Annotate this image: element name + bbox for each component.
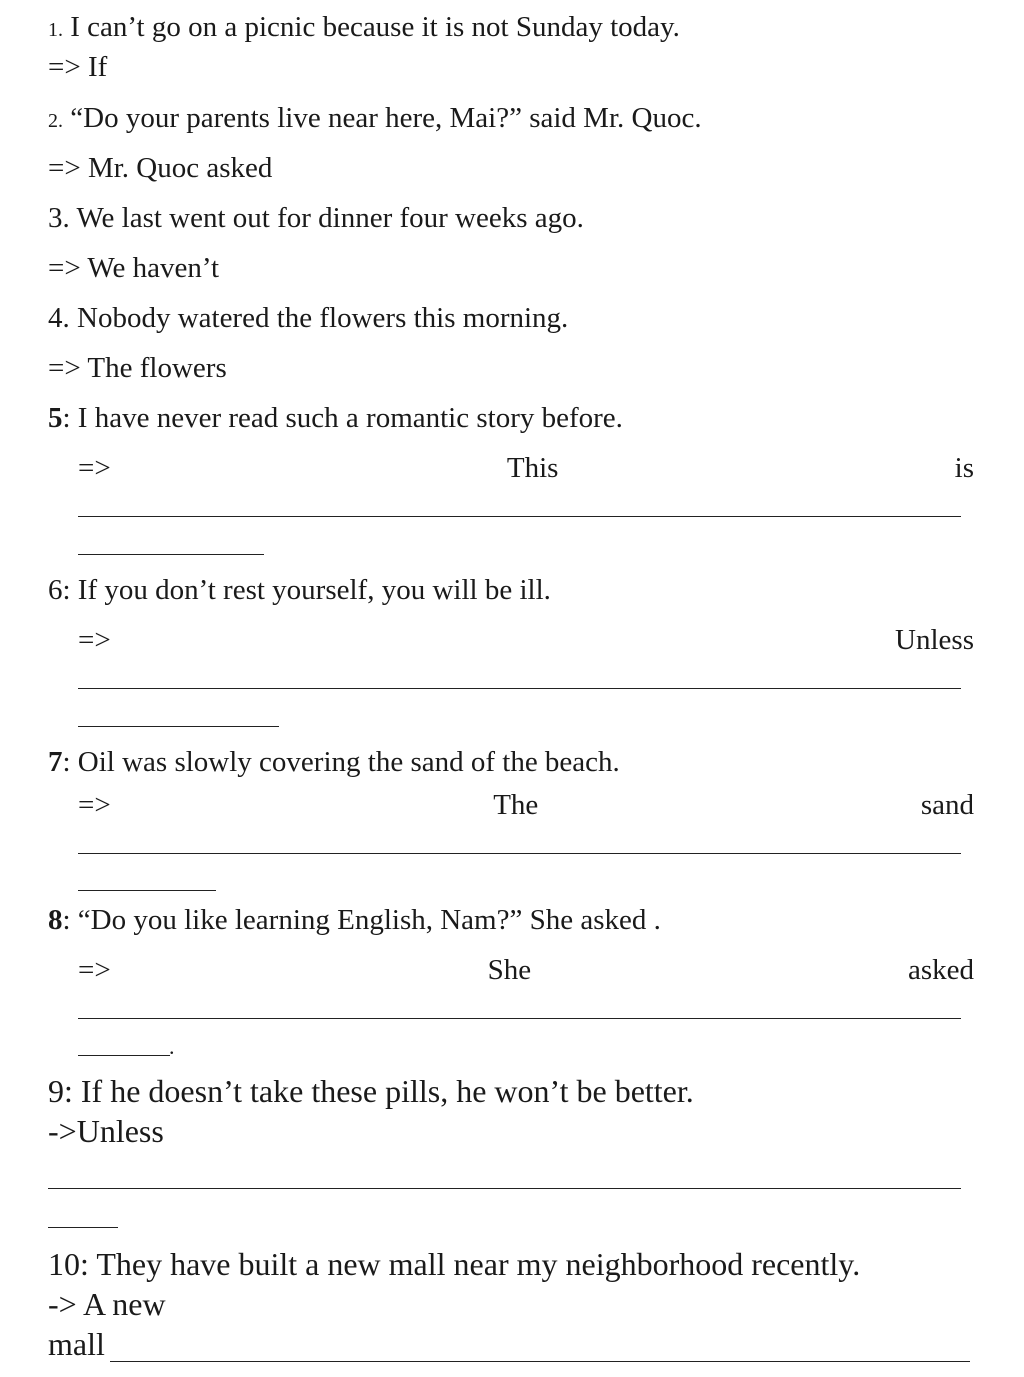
answer-blank-line	[78, 726, 279, 727]
question-5	[48, 401, 623, 435]
answer-prompt-9: ->Unless	[48, 1113, 164, 1149]
answer-blank-line	[48, 1188, 961, 1189]
question-text: We last went out for dinner four weeks ago.	[69, 202, 584, 234]
answer-end-period: .	[169, 1034, 175, 1059]
answer-blank-line	[78, 1018, 961, 1019]
answer-blank-line	[78, 516, 961, 517]
answer-arrow: =>	[78, 624, 111, 656]
question-text: : If he doesn’t take these pills, he won’t be better.	[64, 1073, 694, 1109]
answer-arrow: =>	[78, 789, 111, 821]
question-3	[48, 201, 584, 235]
answer-word: asked	[907, 954, 974, 986]
question-text: : “Do you like learning English, Nam?” She asked .	[62, 904, 661, 936]
answer-prompt-10: -> A new	[48, 1286, 166, 1322]
question-4	[48, 301, 568, 335]
answer-word: sand	[920, 789, 974, 821]
answer-prompt-7	[78, 788, 974, 822]
question-text: : Oil was slowly covering the sand of the beach.	[62, 746, 620, 778]
answer-blank-line	[48, 1227, 118, 1228]
question-text: I can’t go on a picnic because it is not Sunday today.	[63, 11, 680, 43]
question-number: 2.	[48, 110, 63, 132]
question-7	[48, 745, 620, 779]
question-text: “Do your parents live near here, Mai?” said Mr. Quoc.	[63, 102, 702, 134]
question-number: 10	[48, 1246, 80, 1282]
answer-blank-line	[78, 853, 961, 854]
answer-arrow: =>	[78, 954, 111, 986]
answer-word: is	[954, 452, 974, 484]
question-text: : I have never read such a romantic story before.	[62, 402, 623, 434]
question-text: Nobody watered the flowers this morning.	[69, 302, 569, 334]
answer-prompt-8	[78, 953, 974, 987]
question-number: 9	[48, 1073, 64, 1109]
question-text: : If you don’t rest yourself, you will be ill.	[62, 574, 551, 606]
answer-blank-line	[78, 890, 216, 891]
answer-word: She	[487, 954, 532, 986]
question-1	[48, 10, 680, 47]
answer-arrow: =>	[78, 452, 111, 484]
question-10	[48, 1247, 860, 1281]
answer-word: Unless	[895, 624, 974, 656]
question-number: 7	[48, 746, 63, 778]
answer-word: The	[493, 789, 539, 821]
answer-blank-line	[78, 688, 961, 689]
question-number: 8	[48, 904, 63, 936]
answer-blank-line	[78, 1055, 170, 1056]
answer-word: This	[506, 452, 559, 484]
answer-prompt-10-continued: mall	[48, 1326, 105, 1362]
answer-prompt-5	[78, 451, 974, 485]
question-text: : They have built a new mall near my neighborhood recently.	[80, 1246, 861, 1282]
answer-prompt-1: => If	[48, 51, 108, 83]
answer-prompt-4: => The flowers	[48, 352, 227, 384]
question-number: 5	[48, 402, 63, 434]
question-number: 3.	[48, 202, 70, 234]
answer-blank-line	[110, 1361, 970, 1362]
answer-prompt-3: => We haven’t	[48, 252, 220, 284]
question-6	[48, 573, 551, 607]
question-2	[48, 101, 702, 138]
question-8	[48, 903, 661, 937]
answer-blank-line	[78, 554, 264, 555]
question-9	[48, 1074, 694, 1108]
question-number: 4.	[48, 302, 70, 334]
answer-prompt-6	[78, 623, 974, 657]
question-number: 6	[48, 574, 63, 606]
question-number: 1.	[48, 19, 63, 41]
answer-prompt-2: => Mr. Quoc asked	[48, 152, 273, 184]
